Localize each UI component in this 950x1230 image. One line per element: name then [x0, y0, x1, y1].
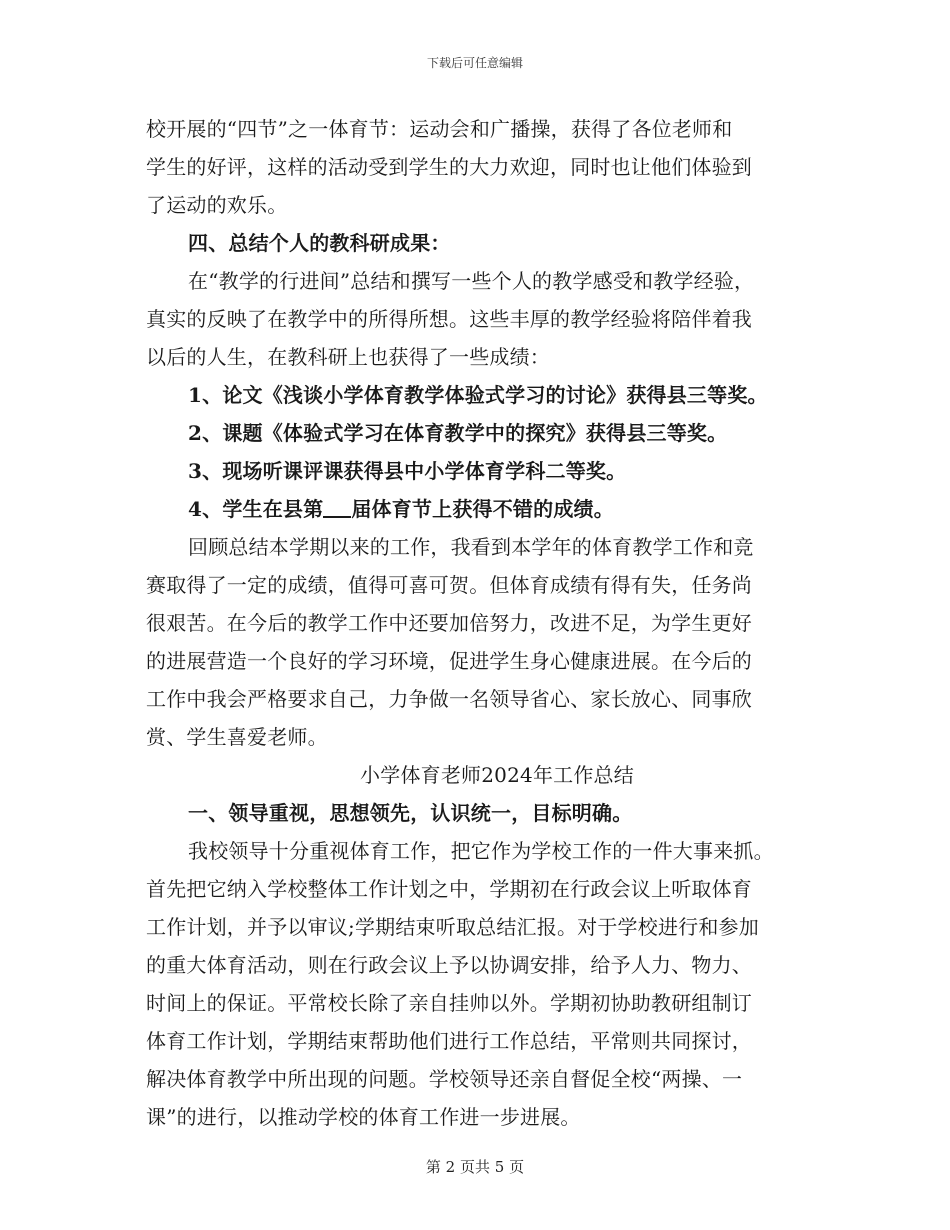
paragraph-line: 体育工作计划，学期结束帮助他们进行工作总结，平常则共同探讨， — [146, 1029, 752, 1053]
achievement-item: 2、课题《体验式学习在体育教学中的探究》获得县三等奖。 — [188, 421, 728, 445]
paragraph-line: 时间上的保证。平常校长除了亲自挂帅以外。学期初协助教研组制订 — [146, 991, 752, 1015]
section-heading: 四、总结个人的教科研成果： — [188, 231, 451, 255]
paragraph-line: 校开展的“四节”之一体育节：运动会和广播操，获得了各位老师和 — [146, 117, 733, 141]
paragraph-line: 的进展营造一个良好的学习环境，促进学生身心健康进展。在今后的 — [146, 649, 752, 673]
paragraph-line: 赛取得了一定的成绩，值得可喜可贺。但体育成绩有得有失，任务尚 — [146, 573, 752, 597]
paragraph-line: 的重大体育活动，则在行政会议上予以协调安排，给予人力、物力、 — [146, 953, 752, 977]
achievement-item — [146, 490, 806, 528]
paragraph-line: 真实的反映了在教学中的所得所想。这些丰厚的教学经验将陪伴着我 — [146, 307, 752, 331]
paragraph-line: 工作计划，并予以审议;学期结束听取总结汇报。对于学校进行和参加 — [146, 915, 759, 939]
paragraph-line: 学生的好评，这样的活动受到学生的大力欢迎，同时也让他们体验到 — [146, 155, 752, 179]
section-heading: 一、领导重视，思想领先，认识统一，目标明确。 — [188, 801, 633, 825]
achievement-item: 1、论文《浅谈小学体育教学体验式学习的讨论》获得县三等奖。 — [188, 383, 768, 407]
achievement-item: 3、现场听课评课获得县中小学体育学科二等奖。 — [188, 459, 627, 483]
page-header: 下载后可任意编辑 — [426, 56, 523, 70]
paragraph-line: 赏、学生喜爱老师。 — [146, 725, 328, 749]
achievement-text: 届体育节上获得不错的成绩。 — [351, 497, 614, 521]
document-title: 小学体育老师2024年工作总结 — [360, 763, 634, 787]
paragraph-line: 了运动的欢乐。 — [146, 193, 288, 217]
paragraph-line: 回顾总结本学期以来的工作，我看到本学年的体育教学工作和竞 — [188, 535, 754, 559]
paragraph-line: 很艰苦。在今后的教学工作中还要加倍努力，改进不足，为学生更好 — [146, 611, 752, 635]
paragraph-line: 我校领导十分重视体育工作，把它作为学校工作的一件大事来抓。 — [188, 839, 774, 863]
paragraph-line: 解决体育教学中所出现的问题。学校领导还亲自督促全校“两操、一 — [146, 1067, 743, 1091]
page-footer: 第 2 页共 5 页 — [425, 1158, 525, 1176]
fill-blank — [323, 498, 351, 518]
paragraph-line: 首先把它纳入学校整体工作计划之中，学期初在行政会议上听取体育 — [146, 877, 752, 901]
document-body — [146, 110, 806, 1136]
achievement-text: 4、学生在县第 — [188, 497, 324, 521]
paragraph-line: 工作中我会严格要求自己，力争做一名领导省心、家长放心、同事欣 — [146, 687, 752, 711]
paragraph-line: 课”的进行，以推动学校的体育工作进一步进展。 — [146, 1105, 581, 1129]
paragraph-line: 在“教学的行进间”总结和撰写一些个人的教学感受和教学经验， — [188, 269, 755, 293]
paragraph-line: 以后的人生，在教科研上也获得了一些成绩： — [146, 345, 550, 369]
